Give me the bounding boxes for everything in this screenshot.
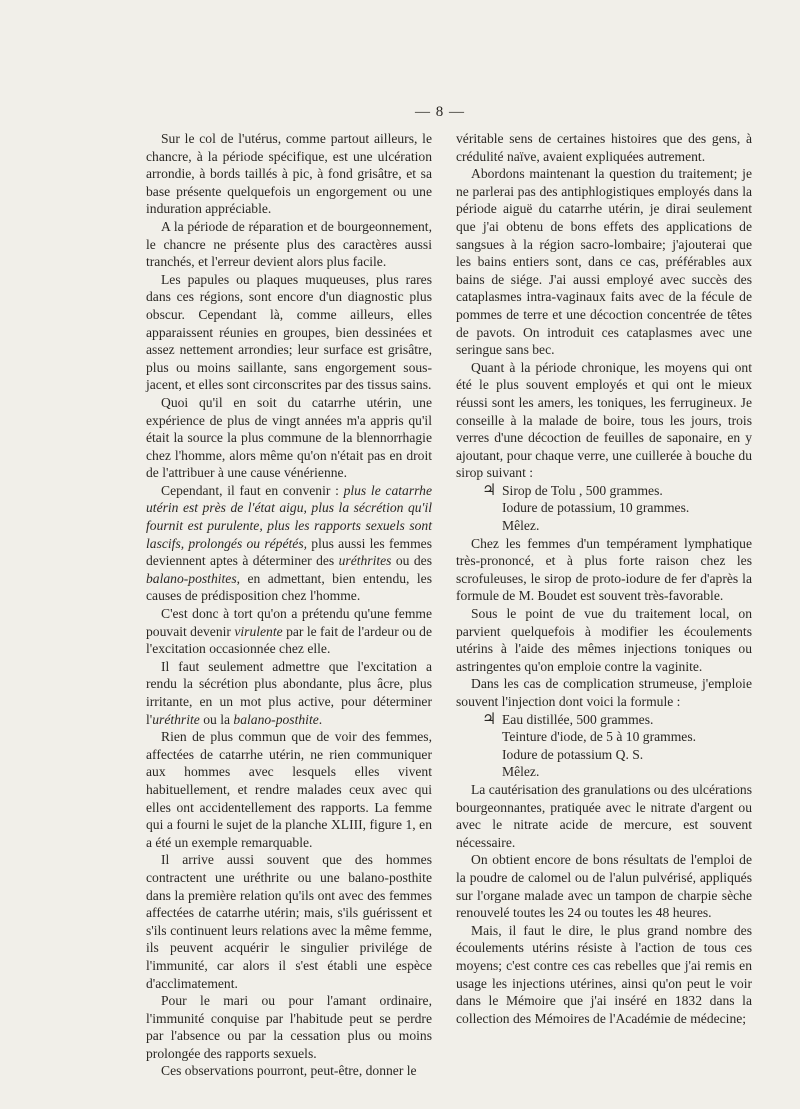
paragraph: Mais, il faut le dire, le plus grand nombre des écoulements utérins résiste à l'action de tous ces moyens; c'est contre ces cas rebelles que j'ai remis en usage les injections utérines, ainsi qu'on peut le voir dans le Mémoire que j'ai inséré en 1832 dans la collection des Mémoires de l'Académie de médecine; xyxy=(456,922,752,1026)
prescription-line: Iodure de potassium Q. S. xyxy=(502,746,644,762)
paragraph: Chez les femmes d'un tempérament lymphatique très-prononcé, et à plus forte raison chez les scrofuleuses, le sirop de proto-iodure de fer d'après la formule de M. Boudet est souvent très-favorable. xyxy=(456,535,752,604)
paragraph: Cependant, il faut en convenir : plus le catarrhe utérin est près de l'état aigu, plus la sécrétion qu'il fournit est purulente, plus les rapports sexuels sont lascifs, prolongés ou répétés, plus aussi les femmes deviennent aptes à déterminer des uréthrites ou des balano-posthites, en admettant, bien entendu, les causes de prédisposition chez l'homme. xyxy=(146,482,433,604)
prescription-line: Sirop de Tolu , 500 grammes. xyxy=(502,482,663,498)
paragraph: Dans les cas de complication strumeuse, j'emploie souvent l'injection dont voici la formule : xyxy=(456,676,752,709)
prescription-line: Mêlez. xyxy=(502,764,540,780)
paragraph: Il faut seulement admettre que l'excitation a rendu la sécrétion plus abondante, plus âcre, plus irritante, en un mot plus active, pour déterminer l'uréthrite ou la balano-posthite. xyxy=(146,658,432,727)
paragraph: Quoi qu'il en soit du catarrhe utérin, une expérience de plus de vingt années m'a appris qu'il était la source la plus commune de la blennorrhagie chez l'homme, alors même qu'on n'était pas en droit de l'attribuer à une cause vénérienne. xyxy=(146,394,432,481)
paragraph: Rien de plus commun que de voir des femmes, affectées de catarrhe utérin, ne rien communiquer aux hommes avec lesquels elles vivent habituellement, et rendre malades ceux avec qui elles ont accidentellement des rapports. La femme qui a fourni le sujet de la planche XLIII, figure 1, en a été un exemple remarquable. xyxy=(146,729,432,850)
left-column xyxy=(146,130,432,1080)
paragraph: Ces observations pourront, peut-être, donner le xyxy=(161,1063,417,1079)
paragraph: C'est donc à tort qu'on a prétendu qu'une femme pouvait devenir virulente par le fait de l'ardeur ou de l'excitation occasionnée chez elle. xyxy=(146,606,432,657)
recipe-symbol-icon: ♃ xyxy=(482,481,497,499)
paragraph: A la période de réparation et de bourgeonnement, le chancre ne présente plus des caractères aussi tranchés, et l'erreur devient alors plus facile. xyxy=(146,218,432,270)
paragraph: Les papules ou plaques muqueuses, plus rares dans ces régions, sont encore d'un diagnostic plus obscur. Cependant là, comme ailleurs, elles apparaissent réunies en groupes, bien dessinées et assez nettement arrondies; leur surface est grisâtre, plus ou moins saillante, sans engorgement sous-jacent, et elles sont circonscrites par des tissus sains. xyxy=(146,271,432,393)
paragraph: Quant à la période chronique, les moyens qui ont été le plus souvent employés et qui ont le mieux réussi sont les amers, les toniques, les ferrugineux. Je conseille à la malade de boire, tous les jours, trois verres d'une décoction de feuilles de saponaire, en y ajoutant, pour chaque verre, une cuillerée à bouche du sirop suivant : xyxy=(456,359,752,481)
right-column xyxy=(456,130,752,1027)
page-number: — 8 — xyxy=(415,104,465,120)
prescription-line: Iodure de potassium, 10 grammes. xyxy=(502,500,690,516)
paragraph: Abordons maintenant la question du traitement; je ne parlerai pas des antiphlogistiques employés dans la période aiguë du catarrhe utérin, je dirai seulement que j'ai obtenu de bons effets des applications de sangsues à la région sacro-lombaire; j'ajouterai que les bains entiers sont, dans ce cas, préférables aux bains de siége. J'ai aussi employé avec succès des cataplasmes intra-vaginaux faits avec de la fécule de pommes de terre et une décoction concentrée de têtes de pavots. On introduit ces cataplasmes avec une seringue sans bec. xyxy=(456,166,752,358)
paragraph: On obtient encore de bons résultats de l'emploi de la poudre de calomel ou de l'alun pulvérisé, appliqués sur l'organe malade avec un tampon de charpie sèche renouvelé toutes les 24 ou toutes les 48 heures. xyxy=(456,852,752,921)
paragraph: Sur le col de l'utérus, comme partout ailleurs, le chancre, à la période spécifique, est une ulcération arrondie, à bords taillés à pic, à fond grisâtre, et sa base présente quelquefois un engorgement ou une induration appréciable. xyxy=(146,131,432,217)
paragraph: Sous le point de vue du traitement local, on parvient quelquefois à modifier les écoulements utérins à l'aide des mêmes injections toniques ou astringentes qu'on emploie contre la vaginite. xyxy=(456,606,752,674)
prescription xyxy=(482,482,752,535)
paragraph: Pour le mari ou pour l'amant ordinaire, l'immunité conquise par l'habitude peut se perdre par l'absence ou par la cessation plus ou moins prolongée des rapports sexuels. xyxy=(146,993,432,1061)
prescription xyxy=(482,711,752,781)
prescription-line: Mêlez. xyxy=(502,518,540,534)
paragraph: véritable sens de certaines histoires que des gens, à crédulité naïve, avaient expliquées autrement. xyxy=(456,131,752,164)
paragraph: La cautérisation des granulations ou des ulcérations bourgeonnantes, pratiquée avec le nitrate d'argent ou avec le nitrate acide de mercure, est souvent nécessaire. xyxy=(456,781,752,850)
paragraph: Il arrive aussi souvent que des hommes contractent une uréthrite ou une balano-posthite dans la première relation qu'ils ont avec des femmes affectées de catarrhe utérin; mais, s'ils guérissent et s'ils continuent leurs relations avec la même femme, ils peuvent acquérir le singulier privilége de l'immunité, car alors il s'est établi une espèce d'acclimatement. xyxy=(146,852,432,991)
prescription-line: Eau distillée, 500 grammes. xyxy=(502,711,654,727)
recipe-symbol-icon: ♃ xyxy=(482,710,497,728)
prescription-line: Teinture d'iode, de 5 à 10 grammes. xyxy=(502,729,697,745)
